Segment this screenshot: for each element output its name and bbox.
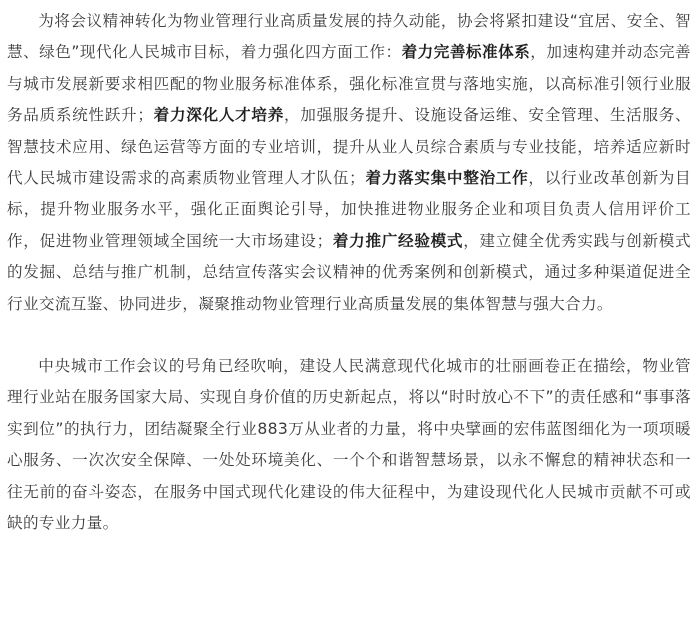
heading-experience-promotion: 着力推广经验模式 [332, 231, 464, 250]
talent-training-text: ，加强服务提升、设施设备运维、安全管理、生活服务、智慧技术应用、绿色运营等方面的专业培训，提升从业人员综合素质与专业技能，培养适应新时代人民城市建设需求的高素质物业管理人才队伍； [7, 106, 691, 188]
rectification-text: ，以行业改革创新为目标，提升物业服务水平，强化正面舆论引导，加快推进物业服务企业和项目负责人信用评价工作，促进物业管理领域全国统一大市场建设； [7, 169, 691, 250]
heading-standard-system: 着力完善标准体系 [401, 43, 531, 62]
standard-system-text: ，加速构建并动态完善与城市发展新要求相匹配的物业服务标准体系，强化标准宣贯与落地实施，以高标准引领行业服务品质系统性跃升； [7, 43, 691, 125]
paragraph-intro-text: 为将会议精神转化为物业管理行业高质量发展的持久动能，协会将紧扣建设“宜居、安全、智慧、绿色”现代化人民城市目标，着力强化四方面工作： [7, 12, 691, 62]
article-body [7, 6, 691, 540]
heading-talent-training: 着力深化人才培养 [153, 106, 284, 125]
paragraph-conclusion: 中央城市工作会议的号角已经吹响，建设人民满意现代化城市的壮丽画卷正在描绘，物业管理行业站在服务国家大局、实现自身价值的历史新起点，将以“时时放心不下”的责任感和“事事落实到位”的执行力，团结凝聚全行业883万从业者的力量，将中央擘画的宏伟蓝图细化为一项项暖心服务、一次次安全保障、一处处环境美化、一个个和谐智慧场景，以永不懈怠的精神状态和一往无前的奋斗姿态，在服务中国式现代化建设的伟大征程中，为建设现代化人民城市贡献不可或缺的专业力量。 [7, 357, 691, 533]
paragraph-work-plan [7, 6, 691, 320]
experience-promotion-text: ，建立健全优秀实践与创新模式的发掘、总结与推广机制，总结宣传落实会议精神的优秀案例和创新模式，通过多种渠道促进全行业交流互鉴、协同进步，凝聚推动物业管理行业高质量发展的集体智慧与强大合力。 [7, 231, 691, 313]
heading-rectification: 着力落实集中整治工作 [365, 169, 529, 188]
